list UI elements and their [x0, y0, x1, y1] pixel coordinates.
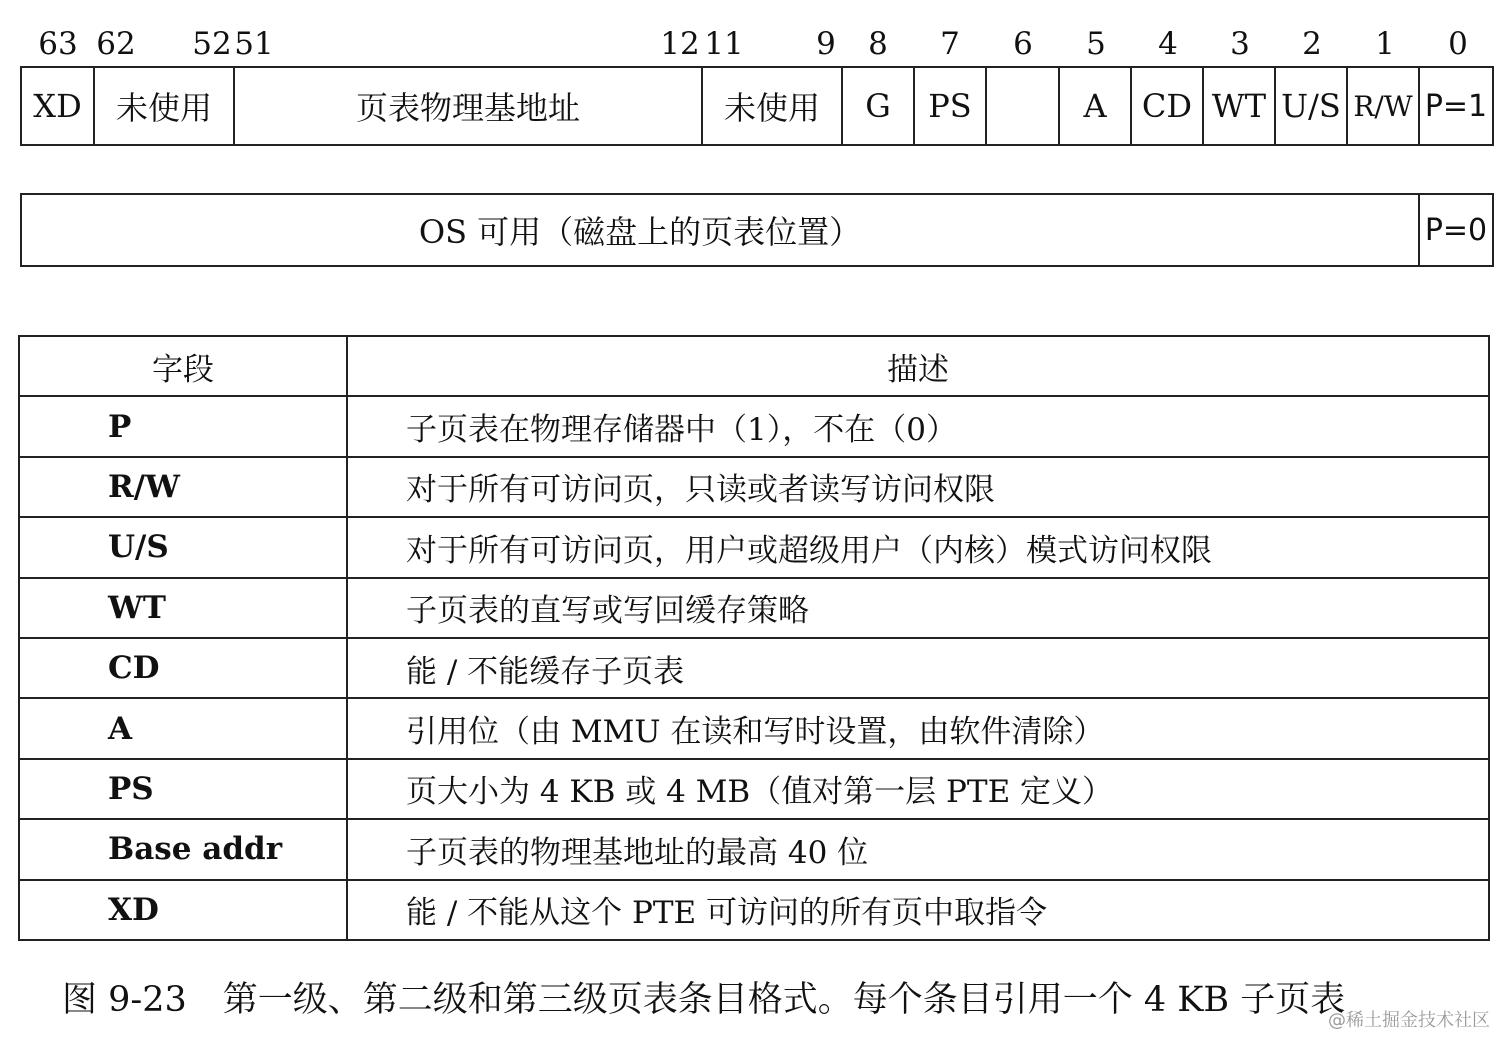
bit-number-12: 12 — [660, 26, 700, 62]
bit-number-2: 2 — [1302, 26, 1322, 62]
table-row — [19, 880, 1489, 940]
bit-number-6: 6 — [1013, 26, 1033, 62]
field-name-cell: XD — [19, 880, 347, 940]
field-desc-cell: 能 / 不能从这个 PTE 可访问的所有页中取指令 — [347, 880, 1489, 940]
field-desc-cell: 子页表在物理存储器中（1），不在（0） — [347, 396, 1489, 456]
field-desc-cell: 引用位（由 MMU 在读和写时设置，由软件清除） — [347, 698, 1489, 758]
table-row — [19, 638, 1489, 698]
field-xd: XD — [22, 68, 95, 144]
table-row — [19, 759, 1489, 819]
table-row — [19, 517, 1489, 577]
table-row — [19, 396, 1489, 456]
bit-number-52: 52 — [192, 26, 232, 62]
field-name-cell: U/S — [19, 517, 347, 577]
field-desc-cell: 子页表的直写或写回缓存策略 — [347, 578, 1489, 638]
bit-number-3: 3 — [1230, 26, 1250, 62]
field-name-cell: Base addr — [19, 819, 347, 879]
bit-number-1: 1 — [1375, 26, 1395, 62]
field-name-cell: WT — [19, 578, 347, 638]
table-header-row — [19, 336, 1489, 396]
figure-caption-text: 第一级、第二级和第三级页表条目格式。每个条目引用一个 4 KB 子页表 — [222, 980, 1346, 1020]
bit-number-0: 0 — [1448, 26, 1468, 62]
table-row — [19, 457, 1489, 517]
field-desc-cell: 能 / 不能缓存子页表 — [347, 638, 1489, 698]
pte-present-layout — [20, 66, 1494, 146]
bit-number-8: 8 — [868, 26, 888, 62]
bit-number-7: 7 — [940, 26, 960, 62]
field-unused-high: 未使用 — [95, 68, 235, 144]
table-row — [19, 819, 1489, 879]
field-bit6-empty — [987, 68, 1060, 144]
header-field: 字段 — [19, 336, 347, 396]
field-rw: R/W — [1348, 68, 1420, 144]
field-unused-low: 未使用 — [703, 68, 843, 144]
bit-number-5: 5 — [1086, 26, 1106, 62]
pte-not-present-layout — [20, 193, 1494, 267]
field-description-table — [18, 335, 1490, 941]
field-us: U/S — [1276, 68, 1348, 144]
field-a: A — [1060, 68, 1132, 144]
field-cd: CD — [1132, 68, 1204, 144]
table-row — [19, 698, 1489, 758]
os-available-field: OS 可用（磁盘上的页表位置） — [22, 195, 1420, 265]
field-name-cell: CD — [19, 638, 347, 698]
figure-number: 图 9-23 — [62, 980, 187, 1020]
field-desc-cell: 子页表的物理基地址的最高 40 位 — [347, 819, 1489, 879]
field-name-cell: A — [19, 698, 347, 758]
table-row — [19, 578, 1489, 638]
field-desc-cell: 对于所有可访问页，只读或者读写访问权限 — [347, 457, 1489, 517]
field-wt: WT — [1204, 68, 1276, 144]
bit-number-9: 9 — [816, 26, 836, 62]
field-p1: P=1 — [1424, 88, 1488, 124]
field-desc-cell: 对于所有可访问页，用户或超级用户（内核）模式访问权限 — [347, 517, 1489, 577]
bit-number-11: 11 — [704, 26, 744, 62]
bit-number-63: 63 — [38, 26, 78, 62]
field-name-cell: P — [19, 396, 347, 456]
field-p0: P=0 — [1424, 212, 1488, 248]
field-name-cell: R/W — [19, 457, 347, 517]
field-desc-cell: 页大小为 4 KB 或 4 MB（值对第一层 PTE 定义） — [347, 759, 1489, 819]
figure-caption — [62, 972, 1345, 1022]
field-g: G — [843, 68, 915, 144]
field-base-address: 页表物理基地址 — [235, 68, 703, 144]
field-ps: PS — [915, 68, 987, 144]
watermark: @稀土掘金技术社区 — [1328, 1010, 1490, 1031]
bit-number-51: 51 — [234, 26, 274, 62]
bit-number-62: 62 — [96, 26, 136, 62]
header-description: 描述 — [347, 336, 1489, 396]
field-name-cell: PS — [19, 759, 347, 819]
bit-number-4: 4 — [1158, 26, 1178, 62]
